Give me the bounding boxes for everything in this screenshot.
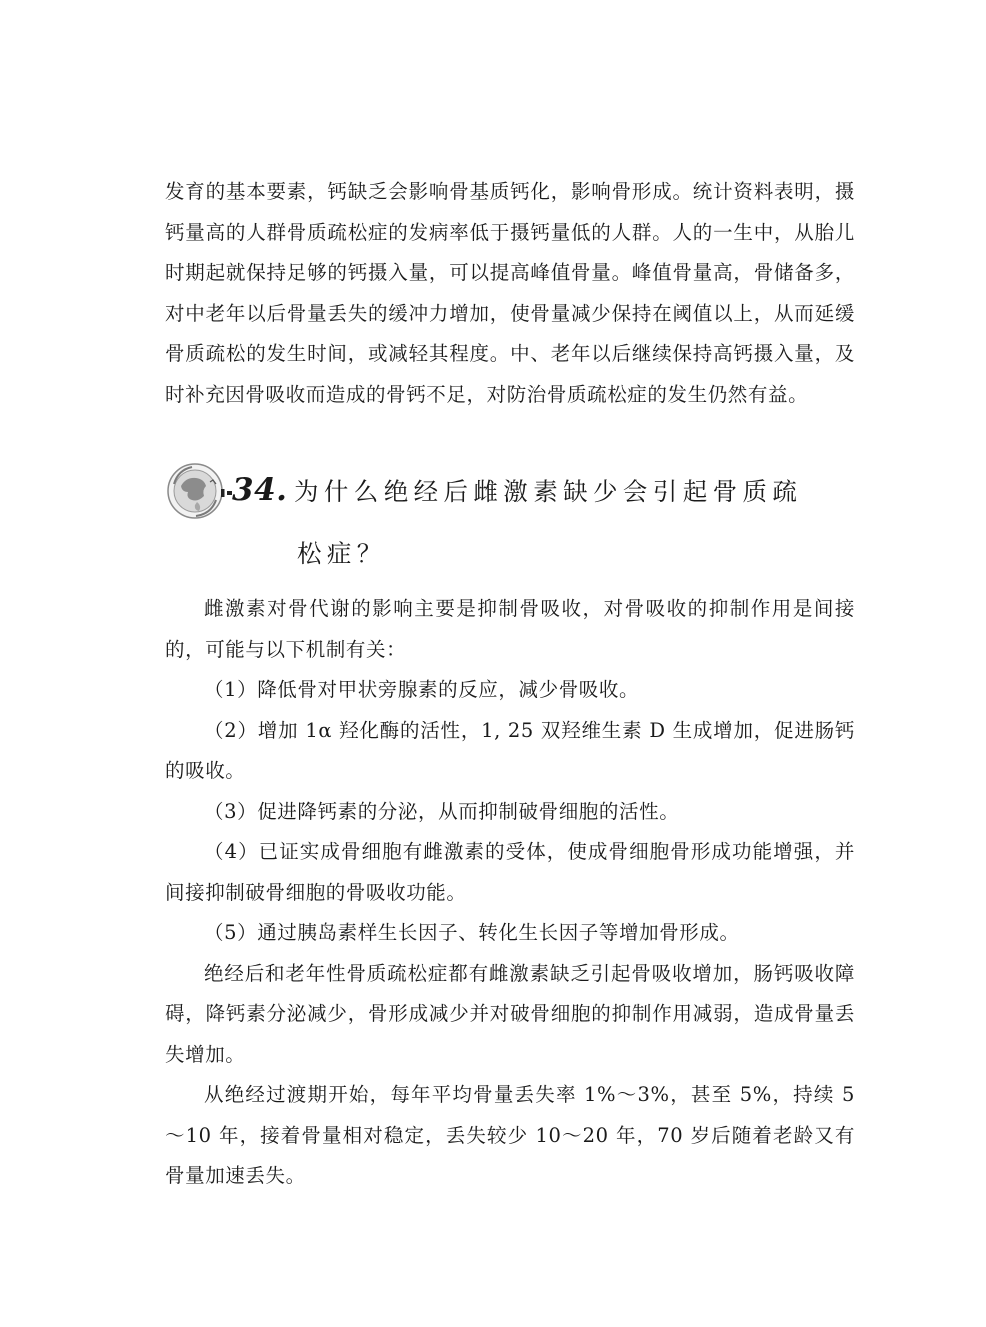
section-heading bbox=[166, 462, 866, 582]
list-item-1: （1）降低骨对甲状旁腺素的反应，减少骨吸收。 bbox=[204, 678, 640, 701]
section-number: 34. bbox=[232, 472, 288, 508]
list-item-5: （5）通过胰岛素样生长因子、转化生长因子等增加骨形成。 bbox=[204, 921, 740, 944]
intro-paragraph: 发育的基本要素，钙缺乏会影响骨基质钙化，影响骨形成。统计资料表明，摄钙量高的人群骨质疏松症的发病率低于摄钙量低的人群。人的一生中，从胎儿时期起就保持足够的钙摄入量，可以提高峰值骨量。峰值骨量高，骨储备多，对中老年以后骨量丢失的缓冲力增加，使骨量减少保持在阈值以上，从而延缓骨质疏松的发生时间，或减轻其程度。中、老年以后继续保持高钙摄入量，及时补充因骨吸收而造成的骨钙不足，对防治骨质疏松症的发生仍然有益。 bbox=[165, 180, 855, 406]
list-item-2: （2）增加 1α 羟化酶的活性，1, 25 双羟维生素 D 生成增加，促进肠钙的吸收。 bbox=[165, 718, 855, 782]
section-title-line1: 为什么绝经后雌激素缺少会引起骨质疏 bbox=[294, 477, 803, 506]
body-paragraph-intro: 雌激素对骨代谢的影响主要是抑制骨吸收，对骨吸收的抑制作用是间接的，可能与以下机制有关： bbox=[165, 597, 855, 661]
list-item-3: （3）促进降钙素的分泌，从而抑制破骨细胞的活性。 bbox=[204, 799, 680, 823]
body-paragraph-mechanism: 绝经后和老年性骨质疏松症都有雌激素缺乏引起骨吸收增加，肠钙吸收障碍，降钙素分泌减少，骨形成减少并对破骨细胞的抑制作用减弱，造成骨量丢失增加。 bbox=[165, 961, 855, 1066]
body-section bbox=[165, 589, 855, 1197]
section-title-line2: 松症？ bbox=[297, 539, 387, 568]
body-paragraph-bone-loss: 从绝经过渡期开始，每年平均骨量丢失率 1%～3%，甚至 5%，持续 5～10 年，接着骨量相对稳定，丢失较少 10～20 年，70 岁后随着老龄又有骨量加速丢失。 bbox=[165, 1083, 855, 1187]
intro-section bbox=[165, 172, 855, 415]
globe-icon bbox=[166, 462, 224, 520]
list-item-4: （4）已证实成骨细胞有雌激素的受体，使成骨细胞骨形成功能增强，并间接抑制破骨细胞的骨吸收功能。 bbox=[165, 840, 855, 904]
